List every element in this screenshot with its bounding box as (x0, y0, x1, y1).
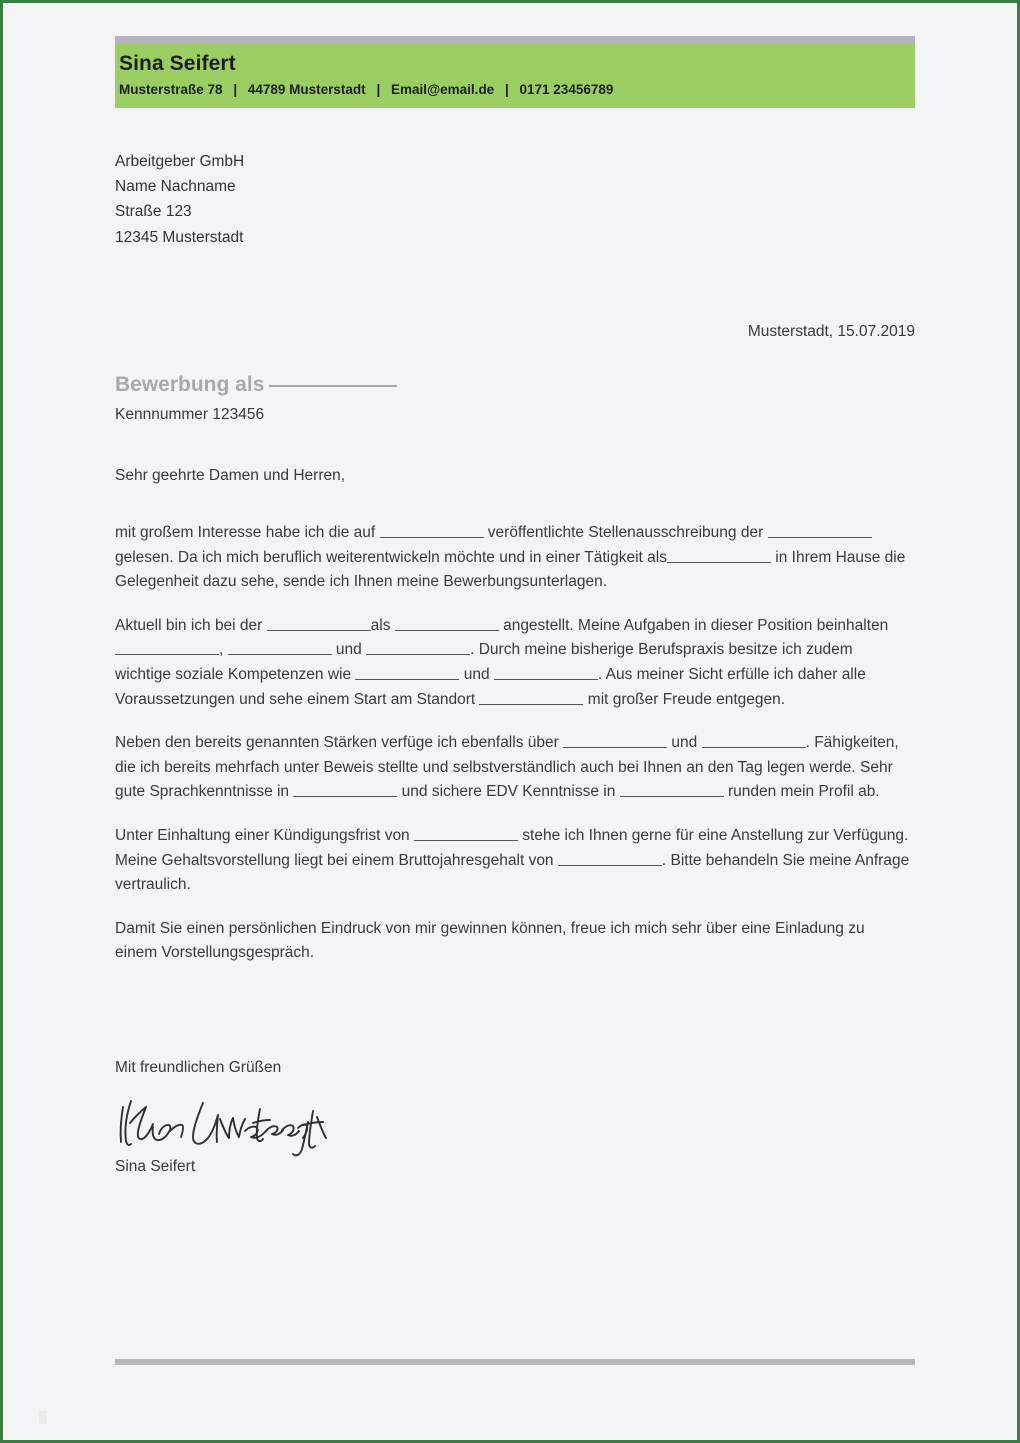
paragraph-text: . Durch meine bisherige Berufspraxis besitze ich zudem wichtige soziale Kompetenzen wie (115, 641, 853, 683)
fill-in-blank[interactable] (115, 641, 219, 655)
page-corner-artifact (39, 1411, 47, 1424)
fill-in-blank[interactable] (620, 783, 724, 797)
paragraph-intro (115, 521, 910, 595)
contact-separator: | (504, 81, 509, 97)
paragraph-text: als (370, 616, 395, 634)
header-top-strip (115, 36, 915, 43)
paragraph-availability (115, 824, 910, 898)
paragraph-text: . Fähigkeiten, die ich bereits mehrfach unter Beweis stellte und selbstverständlich auch bei Ihnen an den Tag legen werde. Sehr gute Sprachkenntnisse in (115, 734, 899, 801)
recipient-line: 12345 Musterstadt (115, 228, 244, 246)
paragraph-text: angestellt. Meine Aufgaben in dieser Position beinhalten (498, 616, 889, 634)
salutation: Sehr geehrte Damen und Herren, (115, 467, 346, 484)
fill-in-blank[interactable] (380, 524, 484, 538)
paragraph-text: , (219, 641, 228, 659)
fill-in-blank[interactable] (228, 641, 332, 655)
paragraph-text: und sichere EDV Kenntnisse in (397, 783, 620, 801)
paragraph-text: Unter Einhaltung einer Kündigungsfrist von (115, 826, 414, 844)
fill-in-blank[interactable] (395, 617, 499, 631)
paragraph-text: und (331, 641, 367, 659)
paragraph-text: Damit Sie einen persönlichen Eindruck von mir gewinnen können, freue ich mich sehr über eine Einladung zu einem Vorstellungsgespräch. (115, 919, 865, 962)
fill-in-blank[interactable] (355, 666, 459, 680)
place-and-date: Musterstadt, 15.07.2019 (747, 323, 915, 340)
fill-in-blank[interactable] (558, 852, 662, 866)
paragraph-text: gelesen. Da ich mich beruflich weiterentwickeln möchte und in einer Tätigkeit als (115, 548, 667, 566)
recipient-line: Arbeitgeber GmbH (115, 153, 245, 170)
paragraph-text: in Ihrem Hause die Gelegenheit dazu sehe, sende ich Ihnen meine Bewerbungsunterlagen. (115, 548, 906, 591)
sender-email[interactable]: Email@email.de (390, 81, 495, 97)
fill-in-blank[interactable] (293, 783, 397, 797)
paragraph-text: mit großer Freude entgegen. (583, 690, 786, 708)
sender-contact-line (115, 82, 915, 97)
sender-name: Sina Seifert (119, 52, 236, 75)
paragraph-text: mit großem Interesse habe ich die auf (115, 524, 380, 541)
paragraph-text: Neben den bereits genannten Stärken verfüge ich ebenfalls über (115, 734, 564, 752)
subject-label: Bewerbung als (115, 373, 265, 396)
sender-city: 44789 Musterstadt (247, 81, 366, 97)
fill-in-blank[interactable] (702, 734, 806, 748)
fill-in-blank[interactable] (267, 617, 371, 631)
paragraph-text: runden mein Profil ab. (723, 783, 880, 801)
header-green-band (115, 43, 915, 108)
fill-in-blank[interactable] (479, 691, 583, 705)
paragraph-call-to-action (115, 917, 910, 966)
paragraph-text: . Bitte behandeln Sie meine Anfrage vertraulich. (115, 851, 910, 894)
recipient-line: Name Nachname (115, 178, 236, 196)
signer-name: Sina Seifert (115, 1158, 196, 1175)
fill-in-blank[interactable] (414, 827, 518, 841)
paragraph-text: und (667, 734, 702, 752)
paragraph-text: . Aus meiner Sicht erfülle ich daher alle Voraussetzungen und sehe einem Start am Standort (115, 665, 866, 708)
subject-blank-field[interactable] (269, 385, 397, 387)
reference-number: Kennnummer 123456 (115, 406, 265, 423)
fill-in-blank[interactable] (768, 524, 872, 538)
contact-separator: | (233, 81, 238, 97)
fill-in-blank[interactable] (667, 549, 771, 563)
paragraph-text: und (459, 665, 494, 683)
paragraph-text: Aktuell bin ich bei der (115, 616, 267, 634)
contact-separator: | (376, 81, 381, 97)
letter-header (115, 36, 915, 108)
fill-in-blank[interactable] (494, 666, 598, 680)
paragraph-text: veröffentlichte Stellenausschreibung der (483, 524, 768, 541)
fill-in-blank[interactable] (563, 734, 667, 748)
paragraph-skills (115, 731, 910, 805)
paragraph-current-position (115, 614, 910, 712)
subject-heading (115, 373, 397, 397)
recipient-address-block (115, 149, 244, 250)
closing-greeting: Mit freundlichen Grüßen (115, 1059, 282, 1076)
paragraph-container (115, 521, 910, 966)
sender-phone: 0171 23456789 (519, 81, 614, 97)
signature-image (117, 1097, 332, 1164)
sender-street: Musterstraße 78 (119, 81, 223, 97)
fill-in-blank[interactable] (366, 641, 470, 655)
recipient-line: Straße 123 (115, 203, 192, 221)
paragraph-text: stehe ich Ihnen gerne für eine Anstellung zur Verfügung. Meine Gehaltsvorstellung liegt bei einem Bruttojahresgehalt von (115, 826, 909, 869)
footer-divider (115, 1359, 915, 1365)
